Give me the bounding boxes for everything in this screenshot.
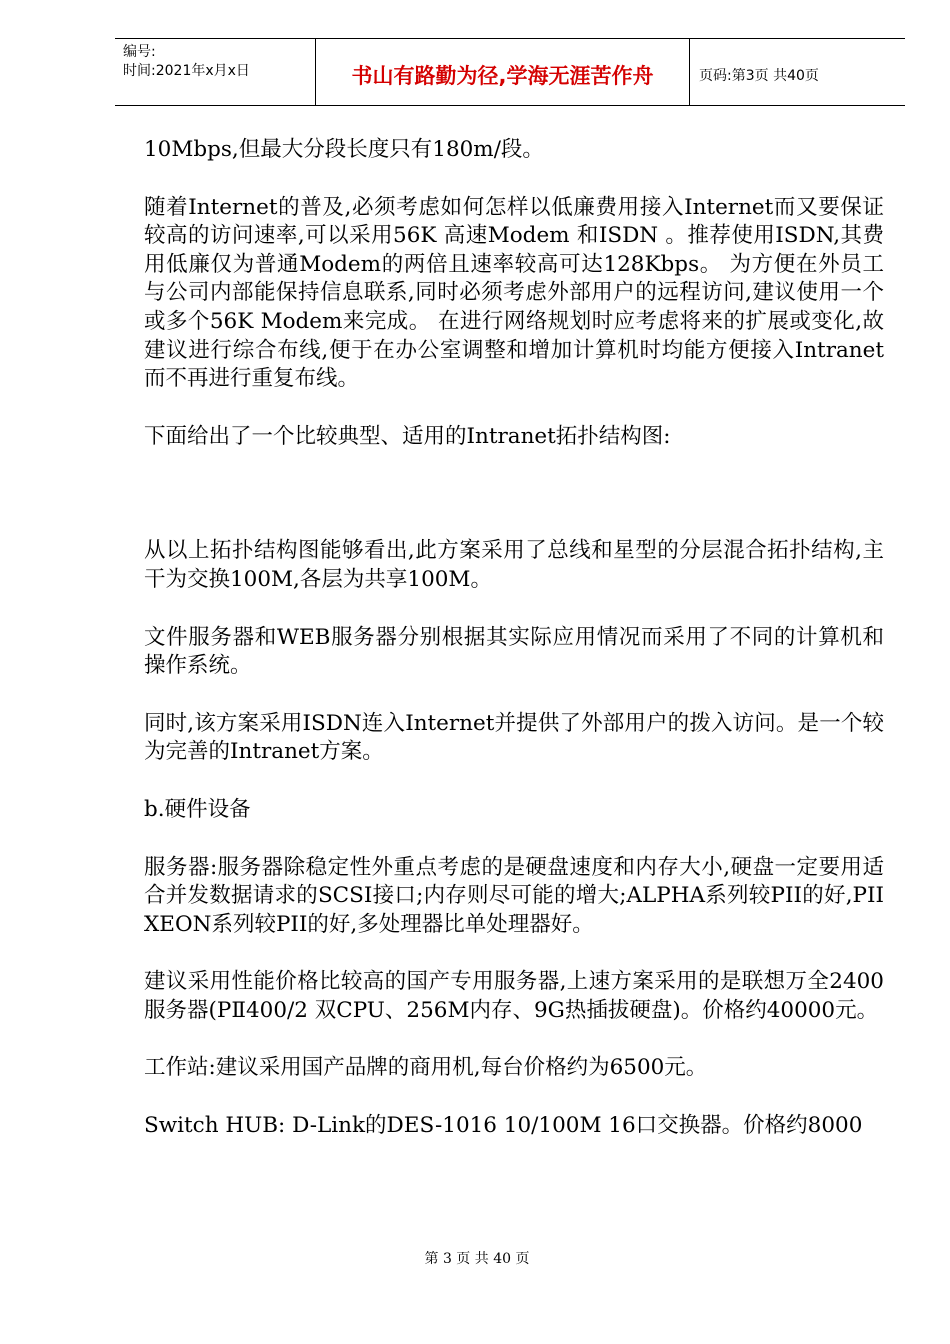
body-paragraph: 随着Internet的普及,必须考虑如何怎样以低廉费用接入Internet而又要保证较高的访问速率,可以采用56K 高速Modem 和ISDN 。推荐使用ISDN,其费用低廉仅为普通Modem的两倍且速率较高可达128Kbps。 为方便在外员工与公司内部能保持信息联系,同时必须考虑外部用户的远程访问,建议使用一个或多个56K Modem来完成。 在进行网络规划时应考虑将来的扩展或变化,故建议进行综合布线,便于在办公室调整和增加计算机时均能方便接入Intranet而不再进行重复布线。 xyxy=(144,194,884,392)
body-paragraph: Switch HUB: D-Link的DES-1016 10/100M 16口交换器。价格约8000 xyxy=(144,1113,863,1139)
body-paragraph: 下面给出了一个比较典型、适用的Intranet拓扑结构图: xyxy=(144,423,671,449)
page-footer xyxy=(0,1248,950,1268)
body-paragraph: 从以上拓扑结构图能够看出,此方案采用了总线和星型的分层混合拓扑结构,主干为交换100M,各层为共享100M。 xyxy=(144,538,884,592)
topology-diagram-placeholder xyxy=(144,480,884,537)
header-motto: 书山有路勤为径,学海无涯苦作舟 xyxy=(351,64,654,88)
header-page-number: 页码:第3页 共40页 xyxy=(699,68,819,84)
page-header xyxy=(115,38,905,106)
doc-code-label: 编号: xyxy=(123,44,156,60)
body-paragraph: 10Mbps,但最大分段长度只有180m/段。 xyxy=(144,137,544,162)
header-meta-cell xyxy=(115,39,316,105)
body-paragraph: 建议采用性能价格比较高的国产专用服务器,上速方案采用的是联想万全2400服务器(PⅡ400/2 双CPU、256M内存、9G热插拔硬盘)。价格约40000元。 xyxy=(144,969,884,1023)
section-heading: b.硬件设备 xyxy=(144,796,251,822)
body-paragraph: 同时,该方案采用ISDN连入Internet并提供了外部用户的拨入访问。是一个较为完善的Intranet方案。 xyxy=(144,710,884,765)
body-paragraph: 工作站:建议采用国产品牌的商用机,每台价格约为6500元。 xyxy=(144,1055,708,1081)
document-body xyxy=(144,136,884,1170)
body-paragraph: 服务器:服务器除稳定性外重点考虑的是硬盘速度和内存大小,硬盘一定要用适合并发数据请求的SCSI接口;内存则尽可能的增大;ALPHA系列较PII的好,PII XEON系列较PII的好,多处理器比单处理器好。 xyxy=(144,854,884,937)
doc-time-label: 时间:2021年x月x日 xyxy=(123,63,250,79)
header-page-cell xyxy=(690,39,905,105)
footer-page-number: 第 3 页 共 40 页 xyxy=(424,1251,530,1267)
body-paragraph: 文件服务器和WEB服务器分别根据其实际应用情况而采用了不同的计算机和操作系统。 xyxy=(144,624,884,679)
header-motto-cell xyxy=(316,39,690,105)
